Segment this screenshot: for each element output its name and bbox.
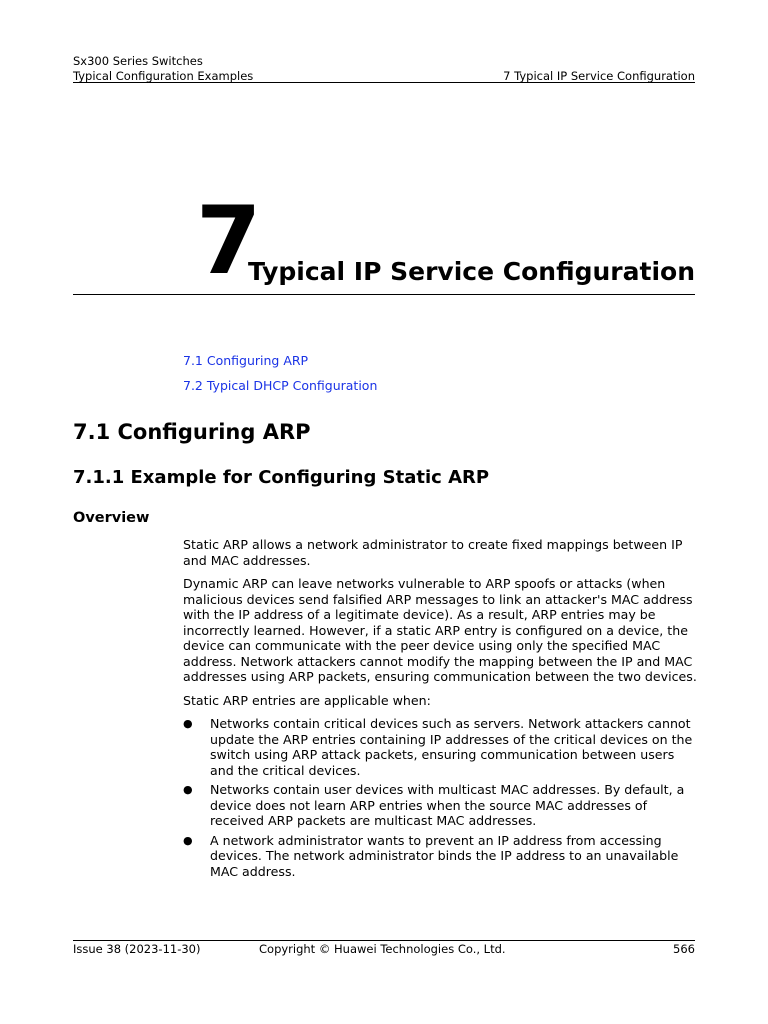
bullet-icon: ● xyxy=(183,833,193,847)
overview-body xyxy=(183,537,698,883)
chapter-rule xyxy=(73,294,695,295)
header-product: Sx300 Series Switches xyxy=(73,54,203,68)
header-chapter-ref: 7 Typical IP Service Configuration xyxy=(503,68,695,83)
subsection-heading: 7.1.1 Example for Configuring Static ARP xyxy=(73,467,490,488)
chapter-toc xyxy=(183,353,377,403)
footer-copyright: Copyright © Huawei Technologies Co., Ltd. xyxy=(259,942,506,956)
list-item-text: Networks contain critical devices such as servers. Network attackers cannot update the ARP entries containing IP addresses of the critical devices on the switch using ARP attack packets, ensuring communication between users and the critical devices. xyxy=(210,716,693,778)
paragraph: Static ARP allows a network administrator to create fixed mappings between IP and MAC addresses. xyxy=(183,537,683,568)
overview-heading: Overview xyxy=(73,510,150,526)
footer-issue: Issue 38 (2023-11-30) xyxy=(73,942,201,956)
bullet-icon: ● xyxy=(183,717,193,730)
toc-link-configuring-arp[interactable]: 7.1 Configuring ARP xyxy=(183,353,309,368)
list-item-text: Networks contain user devices with multicast MAC addresses. By default, a device does not learn ARP entries when the source MAC addresses of received ARP packets are multicast MAC addresses. xyxy=(210,782,685,828)
footer-page-number: 566 xyxy=(673,942,695,956)
header-rule xyxy=(73,82,695,83)
paragraph: Static ARP entries are applicable when: xyxy=(183,692,431,708)
header-doc-title: Typical Configuration Examples xyxy=(73,68,254,83)
list-item xyxy=(183,833,698,880)
chapter-title: Typical IP Service Configuration xyxy=(247,257,695,286)
list-item xyxy=(183,716,698,778)
toc-link-dhcp-configuration[interactable]: 7.2 Typical DHCP Configuration xyxy=(183,378,378,393)
section-heading: 7.1 Configuring ARP xyxy=(73,420,311,444)
chapter-number: 7 xyxy=(196,187,260,296)
running-header xyxy=(73,54,253,83)
footer-rule xyxy=(73,940,695,941)
bullet-icon: ● xyxy=(183,783,193,796)
list-item xyxy=(183,782,698,829)
paragraph: Dynamic ARP can leave networks vulnerable to ARP spoofs or attacks (when malicious devices send falsified ARP messages to link an attacker's MAC address with the IP address of a legitimate device). As a result, ARP entries may be incorrectly learned. However, if a static ARP entry is configured on a device, the device can communicate with the peer device using only the specified MAC address. Network attackers cannot modify the mapping between the IP and MAC addresses using ARP packets, ensuring communication between the two devices. xyxy=(183,576,697,684)
list-item-text: A network administrator wants to prevent an IP address from accessing devices. The network administrator binds the IP address to an unavailable MAC address. xyxy=(210,832,679,879)
bullet-list xyxy=(183,716,698,879)
